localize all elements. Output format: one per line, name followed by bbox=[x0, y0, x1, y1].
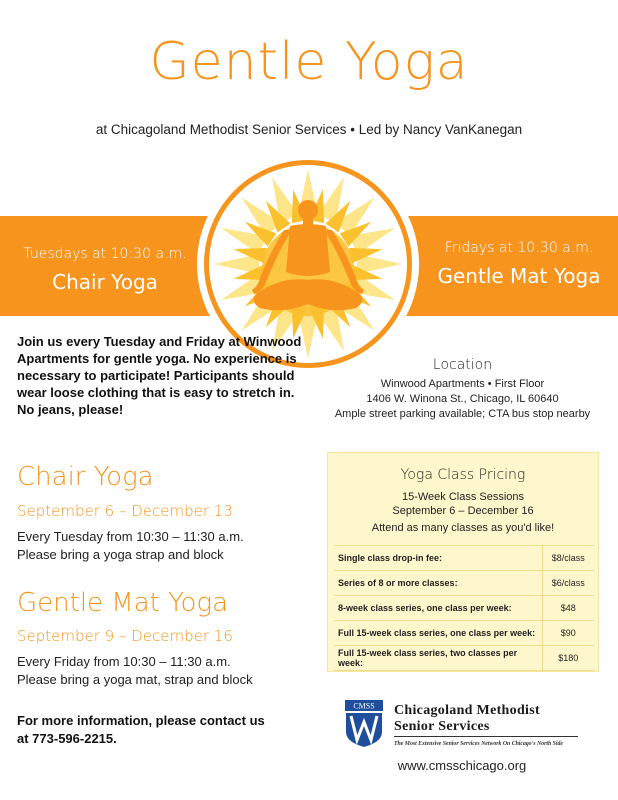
contact-info bbox=[17, 712, 317, 748]
price-value: $180 bbox=[542, 646, 594, 671]
table-row bbox=[334, 621, 594, 646]
price-value: $90 bbox=[542, 621, 594, 646]
page-title: Gentle Yoga bbox=[149, 32, 469, 92]
logo-divider bbox=[394, 736, 578, 737]
location-line-3: Ample street parking available; CTA bus stop nearby bbox=[334, 408, 591, 420]
pricing-dates: September 6 – December 16 bbox=[392, 505, 534, 517]
contact-phone: at 773-596-2215. bbox=[17, 731, 117, 746]
mat-yoga-dates: September 9 – December 16 bbox=[17, 627, 233, 645]
chair-yoga-line-2: Please bring a yoga strap and block bbox=[17, 547, 224, 562]
price-label: Single class drop-in fee: bbox=[334, 546, 542, 571]
friday-time: Fridays at 10:30 a.m. bbox=[444, 240, 594, 256]
page-subtitle: at Chicagoland Methodist Senior Services • Led by Nancy VanKanegan bbox=[95, 122, 523, 137]
price-label: Series of 8 or more classes: bbox=[334, 571, 542, 596]
intro-text: Join us every Tuesday and Friday at Winwood Apartments for gentle yoga. No experience is necessary to participate! Participants should wear loose clothing that is easy to stretch in. No jeans, please! bbox=[17, 334, 302, 417]
pricing-sessions bbox=[328, 490, 598, 518]
logo-tagline: The Most Extensive Senior Services Network On Chicago's North Side bbox=[394, 741, 563, 747]
chair-yoga-title: Chair Yoga bbox=[17, 462, 154, 492]
price-label: Full 15-week class series, one class per week: bbox=[334, 621, 542, 646]
mat-yoga-line-1: Every Friday from 10:30 – 11:30 a.m. bbox=[17, 654, 231, 669]
table-row bbox=[334, 646, 594, 671]
chair-yoga-line-1: Every Tuesday from 10:30 – 11:30 a.m. bbox=[17, 529, 244, 544]
location-title: Location bbox=[432, 357, 493, 373]
friday-schedule bbox=[420, 240, 618, 288]
mat-yoga-line-2: Please bring a yoga mat, strap and block bbox=[17, 672, 253, 687]
friday-class: Gentle Mat Yoga bbox=[437, 264, 601, 288]
pricing-attend-note: Attend as many classes as you'd like! bbox=[371, 522, 555, 534]
pricing-sessions-label: 15-Week Class Sessions bbox=[401, 491, 525, 503]
mat-yoga-details bbox=[17, 653, 253, 689]
logo-name-line-1: Chicagoland Methodist bbox=[394, 703, 540, 718]
mat-yoga-title: Gentle Mat Yoga bbox=[17, 588, 228, 618]
pricing-table bbox=[334, 545, 594, 671]
price-value: $6/class bbox=[542, 571, 594, 596]
logo-name-line-2: Senior Services bbox=[394, 719, 490, 734]
chair-yoga-dates: September 6 – December 13 bbox=[17, 502, 233, 520]
website-link[interactable]: www.cmsschicago.org bbox=[397, 758, 527, 773]
price-label: Full 15-week class series, two classes per week: bbox=[334, 646, 542, 671]
table-row bbox=[334, 571, 594, 596]
price-value: $8/class bbox=[542, 546, 594, 571]
price-label: 8-week class series, one class per week: bbox=[334, 596, 542, 621]
logo-name bbox=[394, 703, 540, 735]
cmss-logo-icon bbox=[345, 700, 383, 748]
tuesday-time: Tuesdays at 10:30 a.m. bbox=[23, 246, 187, 262]
location-block bbox=[320, 358, 605, 422]
table-row bbox=[334, 546, 594, 571]
table-row bbox=[334, 596, 594, 621]
pricing-box bbox=[327, 452, 599, 672]
price-value: $48 bbox=[542, 596, 594, 621]
location-line-1: Winwood Apartments • First Floor bbox=[380, 378, 545, 390]
location-line-2: 1406 W. Winona St., Chicago, IL 60640 bbox=[366, 393, 559, 405]
pricing-title: Yoga Class Pricing bbox=[400, 467, 526, 483]
logo-mark-text: CMSS bbox=[353, 701, 375, 711]
contact-line-1: For more information, please contact us bbox=[17, 713, 265, 728]
tuesday-schedule bbox=[0, 246, 210, 294]
tuesday-class: Chair Yoga bbox=[52, 270, 158, 294]
chair-yoga-details bbox=[17, 528, 244, 564]
